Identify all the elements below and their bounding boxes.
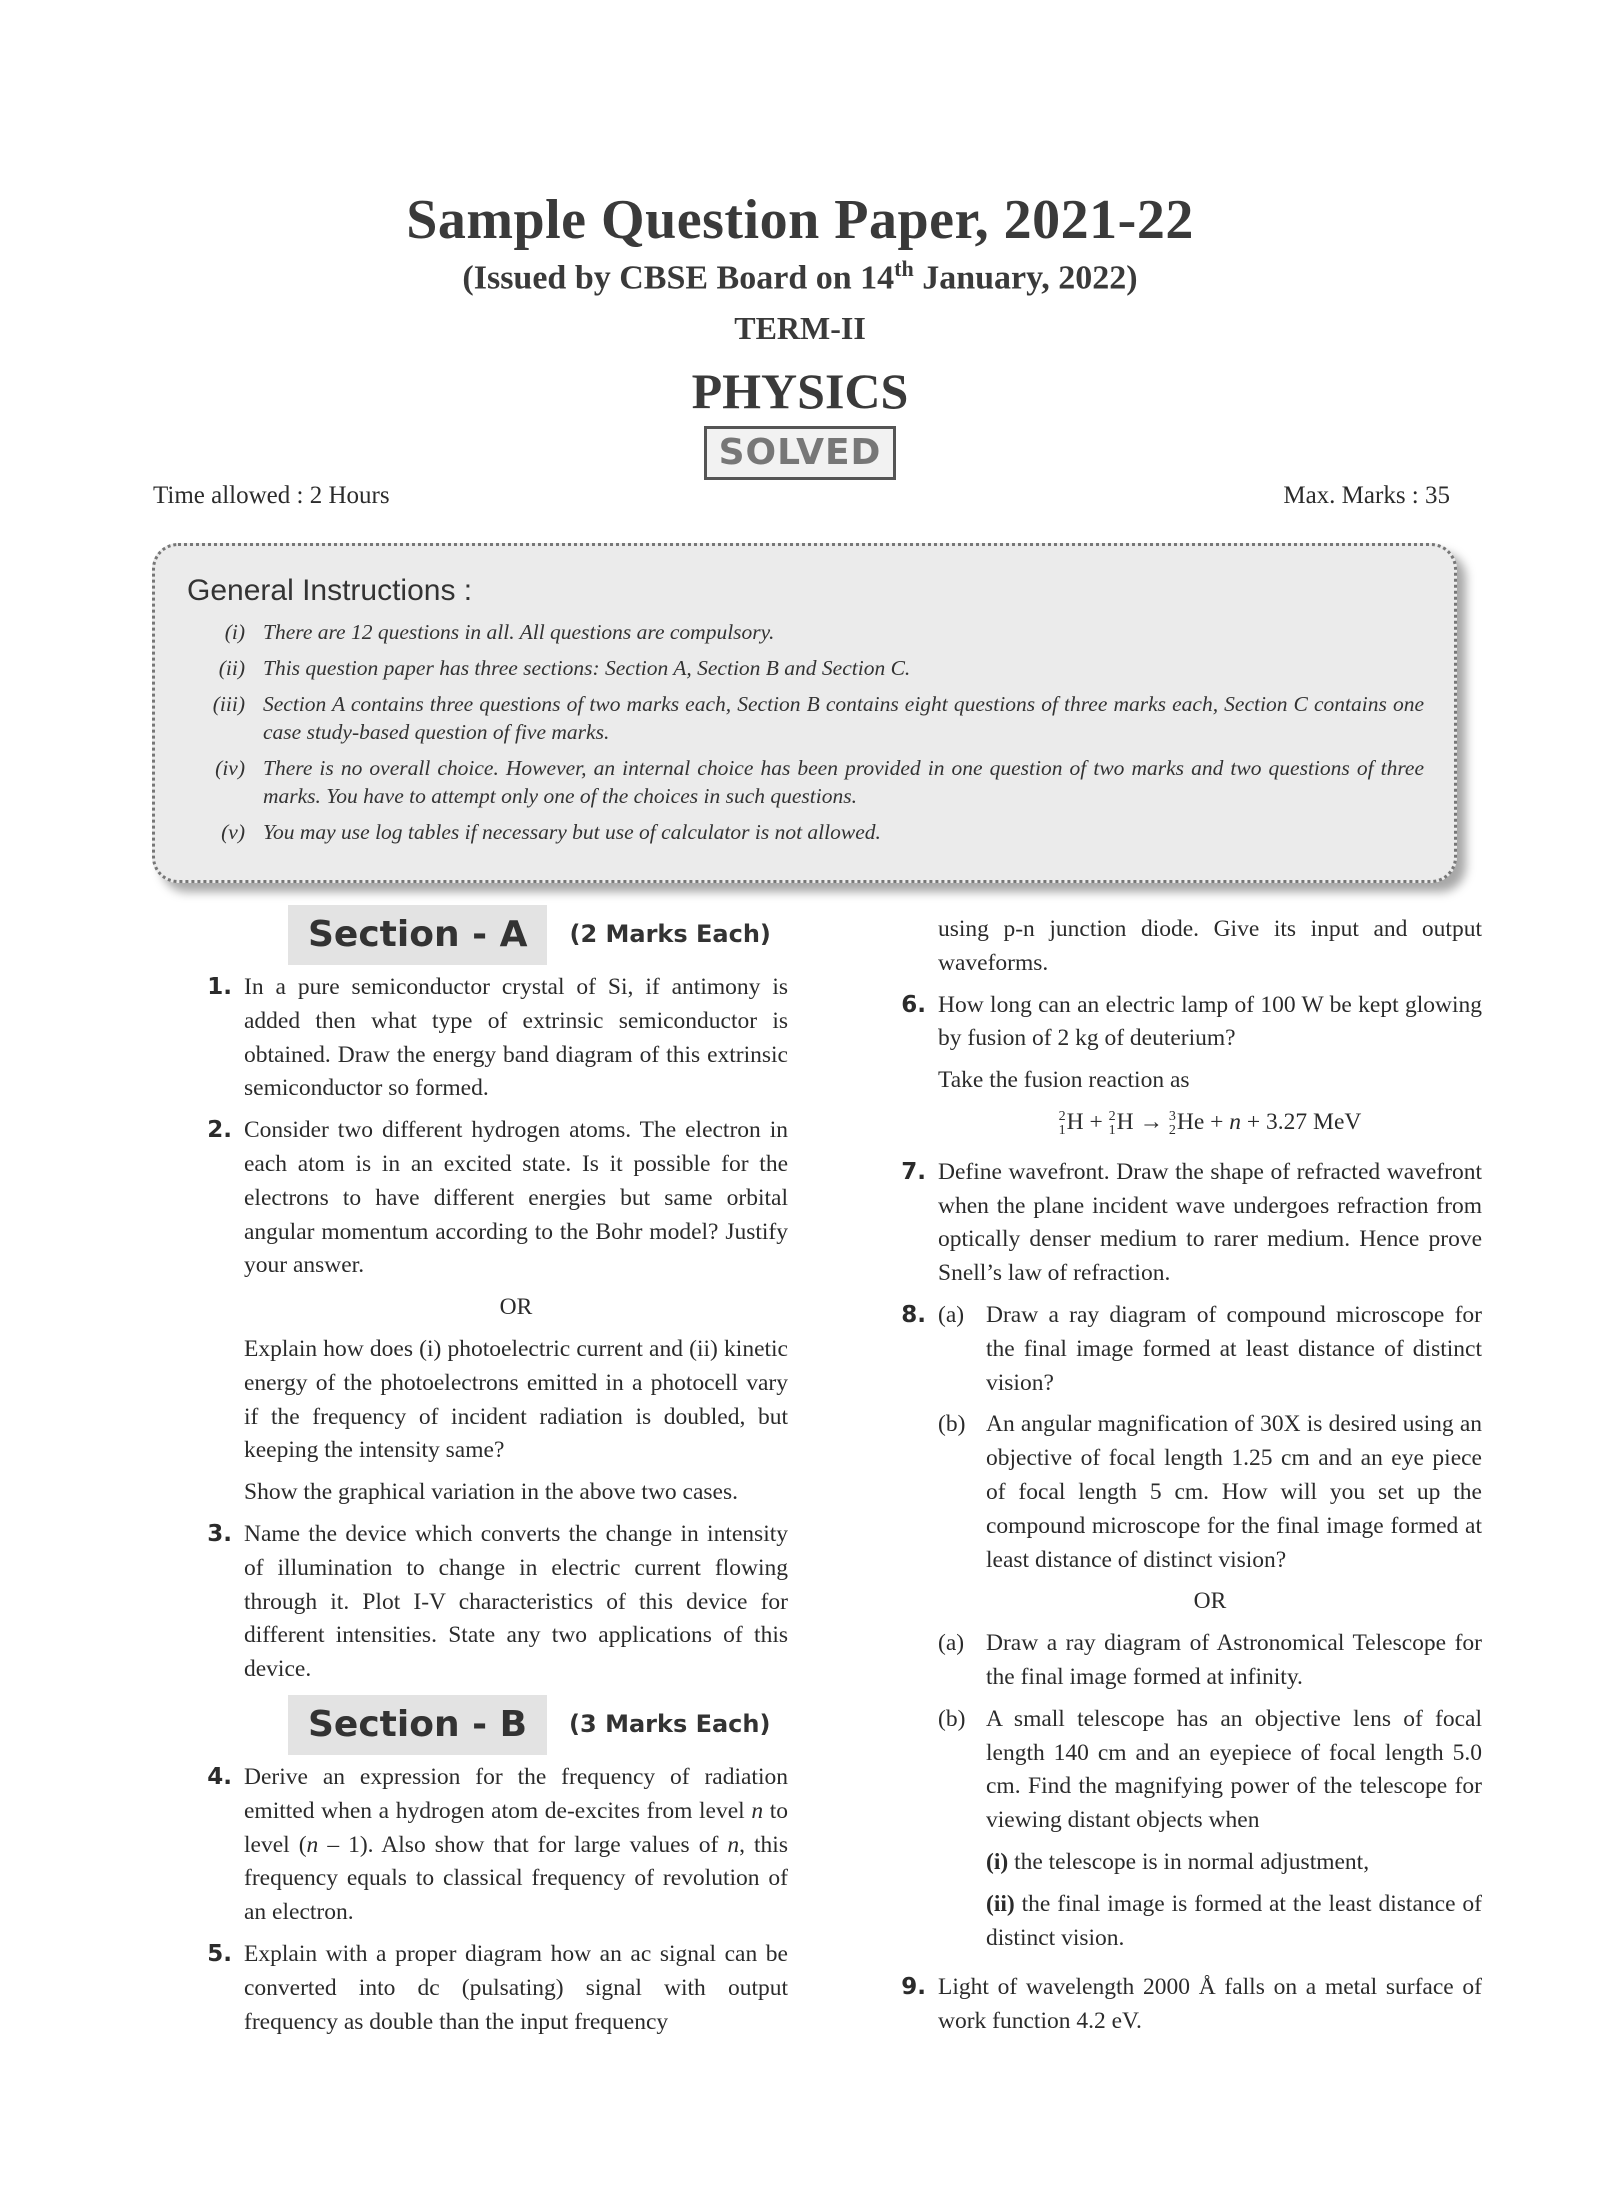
plus-sign: + — [1083, 1108, 1109, 1135]
term-label: TERM-II — [734, 310, 866, 346]
q4-text-part: – 1). Also show that for large values of — [318, 1831, 728, 1858]
question-text: How long can an electric lamp of 100 W be kept glowing by fusion of 2 kg of deuterium? — [938, 991, 1482, 1052]
question-text: Explain with a proper diagram how an ac signal can be converted into dc (pulsating) signal with output frequency as double than the input frequency — [244, 1940, 788, 2035]
subquestion-label: (b) — [938, 1411, 966, 1438]
section-b-marks: (3 Marks Each) — [569, 1710, 771, 1739]
question-text: Define wavefront. Draw the shape of refracted wavefront when the plane incident wave undergoes refraction from optically denser medium to rarer medium. Hence prove Snell’s law of refraction. — [938, 1158, 1482, 1287]
instructions-list — [187, 618, 1424, 846]
arrow-icon: → — [1133, 1108, 1169, 1135]
nuclide-index — [1169, 1110, 1176, 1138]
element-symbol: H — [1066, 1108, 1084, 1135]
part-text: the final image is formed at the least distance of distinct vision. — [986, 1890, 1482, 1951]
atomic-number: 2 — [1168, 1122, 1176, 1138]
variable-n: n — [751, 1797, 764, 1824]
variable-n: n — [306, 1831, 319, 1858]
question-8 — [882, 1299, 1482, 1963]
instruction-item — [187, 654, 1424, 682]
question-number: 1. — [207, 974, 232, 1000]
paper-subtitle — [0, 256, 1600, 297]
question-9 — [882, 1971, 1482, 2039]
fusion-equation — [938, 1106, 1482, 1140]
question-text: In a pure semiconductor crystal of Si, if antimony is added then what type of extrinsic semiconductor is obtained. Draw the energy band diagram of this extrinsic semiconductor so formed. — [244, 974, 788, 1102]
instruction-number: (iii) — [212, 692, 245, 716]
subquestion-label: (a) — [938, 1301, 965, 1328]
subquestion-label: (a) — [938, 1630, 965, 1657]
right-column — [882, 913, 1482, 2047]
q4-text-part: to level ( — [244, 1797, 789, 1858]
instruction-number: (ii) — [218, 656, 245, 680]
question-number: 3. — [207, 1520, 232, 1547]
question-number: 9. — [901, 1974, 926, 2001]
solved-badge-wrap — [0, 426, 1600, 480]
variable-n: n — [727, 1831, 740, 1858]
mass-number: 2 — [1058, 1108, 1066, 1124]
subquestion-text: Draw a ray diagram of Astronomical Telescope for the final image formed at infinity. — [986, 1630, 1482, 1690]
instruction-item — [187, 818, 1424, 846]
subtitle-superscript: th — [894, 256, 914, 281]
question-text-2: Take the fusion reaction as — [938, 1067, 1190, 1094]
section-a-label: Section - A — [288, 905, 547, 965]
question-text — [244, 1761, 788, 1930]
or-separator: OR — [499, 1294, 533, 1321]
or-separator: OR — [1193, 1588, 1227, 1615]
subquestion-b — [938, 1408, 1482, 1577]
left-column — [188, 905, 788, 2047]
element-symbol: He — [1176, 1108, 1205, 1135]
question-number: 6. — [901, 991, 926, 1018]
instruction-number: (iv) — [215, 756, 245, 780]
instruction-text: Section A contains three questions of two marks each, Section B contains eight questions of three marks each, Section C contains one case study-based question of five marks. — [263, 692, 1424, 744]
part-ii — [986, 1888, 1482, 1956]
instruction-item — [187, 618, 1424, 646]
subquestion-a — [938, 1299, 1482, 1400]
part-label: (i) — [986, 1848, 1009, 1875]
instruction-number: (i) — [224, 620, 245, 644]
subtitle-text: (Issued by CBSE Board on 14 — [462, 259, 895, 297]
instructions-heading: General Instructions : — [187, 574, 473, 607]
question-text: Consider two different hydrogen atoms. The electron in each atom is in an excited state. Is it possible for the electrons to have different energies but same orbital angular momentum according to the Bohr model? Justify your answer. — [244, 1117, 788, 1279]
section-b-label: Section - B — [288, 1695, 547, 1755]
atomic-number: 1 — [1108, 1122, 1116, 1138]
element-symbol: H — [1116, 1108, 1134, 1135]
paper-title: Sample Question Paper, 2021-22 — [406, 189, 1194, 251]
section-a-header — [288, 905, 788, 965]
question-text: Light of wavelength 2000 Å falls on a metal surface of work function 4.2 eV. — [938, 1974, 1482, 2035]
instruction-text: There are 12 questions in all. All questions are compulsory. — [263, 620, 775, 644]
energy-term: + 3.27 MeV — [1241, 1108, 1362, 1135]
question-number: 5. — [207, 1940, 232, 1967]
instruction-number: (v) — [221, 820, 245, 844]
mass-number: 3 — [1168, 1108, 1176, 1124]
question-5-continued: using p-n junction diode. Give its input and output waveforms. — [938, 916, 1482, 976]
question-2 — [188, 1114, 788, 1510]
question-alt-text: Explain how does (i) photoelectric current and (ii) kinetic energy of the photoelectrons emitted in a photocell vary if the frequency of incident radiation is doubled, but keeping the intensity same? — [244, 1335, 788, 1464]
question-text: Name the device which converts the change in intensity of illumination to change in electric current flowing through it. Plot I-V characteristics of this device for different intensities. State any two applications of this device. — [244, 1520, 788, 1683]
part-label: (ii) — [986, 1890, 1015, 1917]
solved-badge: SOLVED — [704, 426, 897, 480]
question-5 — [188, 1938, 788, 2039]
question-number: 8. — [901, 1301, 926, 1328]
mass-number: 2 — [1108, 1108, 1116, 1124]
subtitle-text-end: January, 2022) — [913, 259, 1138, 297]
max-marks: Max. Marks : 35 — [1283, 482, 1450, 509]
instruction-item — [187, 754, 1424, 810]
question-number: 4. — [207, 1763, 232, 1790]
subject-title: PHYSICS — [691, 363, 909, 419]
question-number: 7. — [901, 1158, 926, 1185]
question-6 — [882, 989, 1482, 1148]
question-7 — [882, 1156, 1482, 1291]
nuclide-index — [1059, 1110, 1066, 1138]
part-text: the telescope is in normal adjustment, — [1008, 1848, 1370, 1875]
subquestion-alt-b — [938, 1703, 1482, 1956]
neutron-symbol: n — [1229, 1108, 1242, 1135]
instruction-item — [187, 690, 1424, 746]
instruction-text: There is no overall choice. However, an internal choice has been provided in one question of two marks and two questions of three marks. You have to attempt only one of the choices in such questions. — [263, 756, 1424, 808]
instruction-text: This question paper has three sections: Section A, Section B and Section C. — [263, 656, 911, 680]
part-i — [986, 1846, 1482, 1880]
atomic-number: 1 — [1058, 1122, 1066, 1138]
general-instructions-box — [152, 543, 1457, 883]
question-alt-text-2: Show the graphical variation in the above two cases. — [244, 1479, 739, 1506]
q4-text-part: , this frequency equals to classical frequency of revolution of an electron. — [244, 1831, 788, 1926]
instruction-text: You may use log tables if necessary but use of calculator is not allowed. — [263, 820, 881, 844]
subquestion-text: An angular magnification of 30X is desired using an objective of focal length 1.25 cm and an eye piece of focal length 5 cm. How will you set up the compound microscope for the final image formed at least distance of distinct vision? — [986, 1411, 1482, 1573]
q4-text-part: Derive an expression for the frequency of radiation emitted when a hydrogen atom de-excites from level — [244, 1763, 788, 1824]
plus-sign: + — [1204, 1108, 1230, 1135]
question-3 — [188, 1518, 788, 1687]
subquestion-text: A small telescope has an objective lens of focal length 140 cm and an eyepiece of focal length 5.0 cm. Find the magnifying power of the telescope for viewing distant objects when — [986, 1705, 1482, 1834]
time-allowed: Time allowed : 2 Hours — [153, 482, 390, 509]
section-a-marks: (2 Marks Each) — [569, 920, 771, 949]
section-b-header — [288, 1695, 788, 1755]
subquestion-alt-a — [938, 1627, 1482, 1695]
question-number: 2. — [207, 1117, 232, 1144]
subquestion-label: (b) — [938, 1705, 966, 1732]
question-1 — [188, 971, 788, 1106]
subquestion-text: Draw a ray diagram of compound microscope for the final image formed at least distance of distinct vision? — [986, 1301, 1482, 1396]
question-4 — [188, 1761, 788, 1930]
nuclide-index — [1109, 1110, 1116, 1138]
